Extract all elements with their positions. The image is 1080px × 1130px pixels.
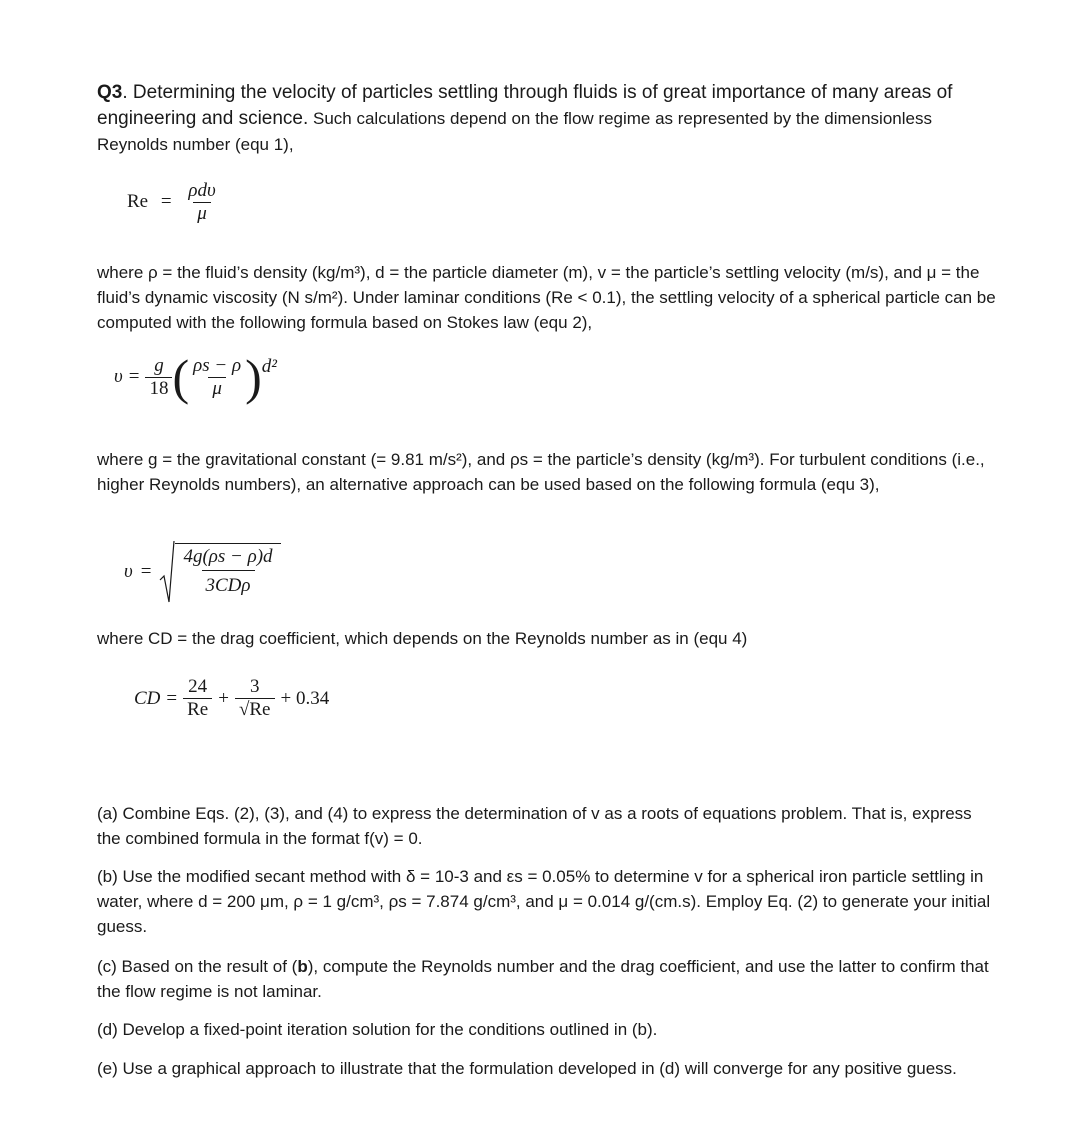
paragraph-2: where ρ = the fluid’s density (kg/m³), d = the particle diameter (m), v = the particle’s settling velocity (m/s), and μ = the fluid’s dynamic viscosity (N s/m²). Under laminar conditions (Re < 0.1), the settling velocity of a spherical particle can be computed with the following formula based on Stokes law (equ 2), bbox=[97, 263, 996, 332]
eq3-sqrt bbox=[159, 540, 280, 604]
eq2-left-paren: ( bbox=[172, 349, 190, 405]
eq2-d-squared: d² bbox=[261, 356, 277, 377]
part-a: (a) Combine Eqs. (2), (3), and (4) to express the determination of v as a roots of equations problem. That is, express the combined formula in the format f(v) = 0. bbox=[97, 804, 972, 848]
paragraph-4: where CD = the drag coefficient, which depends on the Reynolds number as in (equ 4) bbox=[97, 629, 748, 648]
part-c-post: ), compute the Reynolds number and the drag coefficient, and use the latter to confirm that the flow regime is not laminar. bbox=[97, 957, 989, 1001]
equation-4 bbox=[134, 676, 329, 721]
eq4-tail: + 0.34 bbox=[280, 687, 330, 709]
eq2-numerator: ρs − ρ bbox=[193, 354, 242, 376]
eq4-equals: = bbox=[166, 687, 178, 709]
eq1-fraction bbox=[184, 180, 219, 225]
question-label: Q3 bbox=[97, 82, 123, 103]
eq2-equals: = bbox=[128, 366, 140, 387]
eq2-g: g bbox=[154, 354, 164, 376]
eq2-right-paren: ) bbox=[245, 349, 262, 405]
eq2-denominator: μ bbox=[208, 377, 226, 400]
equation-2 bbox=[114, 349, 277, 405]
eq4-fraction-1 bbox=[183, 676, 212, 721]
part-b: (b) Use the modified secant method with δ = 10-3 and εs = 0.05% to determine v for a spherical iron particle settling in water, where d = 200 μm, ρ = 1 g/cm³, ρs = 7.874 g/cm³, and μ = 0.014 g/(cm.s). Employ Eq. (2) to generate your initial guess. bbox=[97, 867, 991, 936]
eq3-sqrt-body bbox=[175, 543, 280, 601]
eq2-g-over-18 bbox=[145, 355, 172, 400]
eq4-numerator-2: 3 bbox=[249, 676, 260, 697]
paragraph-3: where g = the gravitational constant (= 9.81 m/s²), and ρs = the particle’s density (kg/m³). For turbulent conditions (i.e., higher Reynolds numbers), an alternative approach can be used based on the following formula (equ 3), bbox=[97, 450, 985, 494]
part-c-bold: b bbox=[297, 957, 308, 976]
sqrt-sign-icon bbox=[159, 540, 175, 604]
eq4-plus: + bbox=[218, 687, 229, 709]
part-c bbox=[97, 954, 997, 1004]
intro-large-text: . Determining the velocity of particles settling through fluids is of great importance of many areas of engineering and science. bbox=[97, 82, 953, 129]
eq1-numerator: ρdυ bbox=[188, 180, 216, 201]
equation-3 bbox=[124, 540, 281, 604]
part-c-pre: (c) Based on the result of ( bbox=[97, 957, 298, 976]
equation-1 bbox=[127, 180, 220, 225]
eq4-denominator-2: √Re bbox=[235, 698, 275, 721]
eq2-lhs: υ bbox=[114, 366, 123, 387]
eq2-density-fraction bbox=[189, 355, 245, 400]
eq3-numerator: 4g(ρs − ρ)d bbox=[183, 546, 273, 567]
eq1-denominator: μ bbox=[193, 202, 211, 225]
eq3-denominator: 3CDρ bbox=[202, 570, 255, 601]
eq4-lhs: CD bbox=[134, 687, 161, 709]
part-e: (e) Use a graphical approach to illustrate that the formulation developed in (d) will converge for any positive guess. bbox=[97, 1059, 957, 1078]
intro-paragraph bbox=[97, 80, 997, 158]
eq1-lhs: Re bbox=[127, 190, 149, 212]
eq1-equals: = bbox=[160, 190, 172, 212]
part-d: (d) Develop a fixed-point iteration solution for the conditions outlined in (b). bbox=[97, 1020, 658, 1039]
eq4-numerator-1: 24 bbox=[188, 676, 208, 697]
intro-small-text: Such calculations depend on the flow regime as represented by the dimensionless Reynolds number (equ 1), bbox=[97, 109, 932, 154]
eq3-lhs: υ bbox=[124, 561, 133, 582]
eq4-fraction-2 bbox=[235, 676, 275, 721]
eq3-equals: = bbox=[140, 561, 152, 582]
eq4-denominator-1: Re bbox=[183, 698, 212, 721]
eq2-18: 18 bbox=[145, 377, 172, 400]
eq3-fraction bbox=[179, 544, 276, 601]
